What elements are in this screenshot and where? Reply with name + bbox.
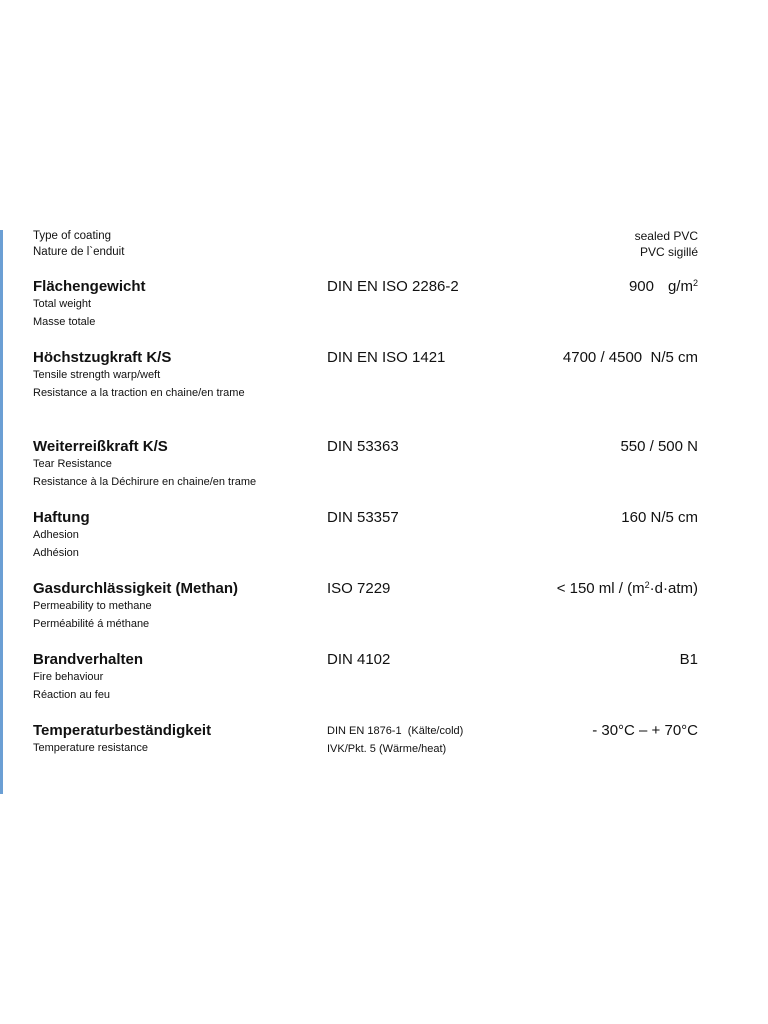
fire-value-col <box>458 650 698 669</box>
weight-title: Flächengewicht <box>33 278 146 295</box>
weight-unit: g/m <box>667 278 693 295</box>
adhesion-value-col <box>458 508 698 527</box>
temperature-sub-en: Temperature resistance <box>33 742 148 754</box>
coating-value-fr: PVC sigillé <box>639 245 698 259</box>
adhesion-sub-fr: Adhésion <box>33 546 79 559</box>
tear-title: Weiterreißkraft K/S <box>33 438 168 455</box>
tear-sub-fr: Resistance à la Déchirure en chaine/en trame <box>33 475 257 488</box>
adhesion-labels <box>33 508 323 562</box>
temperature-labels <box>33 721 323 758</box>
coating-value-en: sealed PVC <box>634 229 698 243</box>
tear-value-col <box>458 437 698 456</box>
permeability-value-post: ·d·atm) <box>649 580 698 597</box>
tensile-norm: DIN EN ISO 1421 <box>327 349 446 366</box>
tear-sub-en: Tear Resistance <box>33 458 112 470</box>
permeability-norm: ISO 7229 <box>327 580 391 597</box>
permeability-value-line <box>458 579 698 598</box>
weight-unit-sup: 2 <box>692 278 698 288</box>
weight-norm: DIN EN ISO 2286-2 <box>327 278 459 295</box>
fire-title: Brandverhalten <box>33 651 144 668</box>
fire-sub-fr: Réaction au feu <box>33 688 111 701</box>
fire-value: B1 <box>679 651 698 668</box>
permeability-sub-en: Permeability to methane <box>33 600 152 612</box>
coating-labels <box>33 228 323 260</box>
tensile-title: Höchstzugkraft K/S <box>33 349 172 366</box>
adhesion-title: Haftung <box>33 509 90 526</box>
coating-values <box>458 228 698 260</box>
temperature-title: Temperaturbeständigkeit <box>33 722 212 739</box>
adhesion-norm: DIN 53357 <box>327 509 399 526</box>
tear-norm: DIN 53363 <box>327 438 399 455</box>
adhesion-sub-en: Adhesion <box>33 529 79 541</box>
coating-label-fr: Nature de l`enduit <box>33 246 125 258</box>
permeability-labels <box>33 579 323 633</box>
fire-sub-en: Fire behaviour <box>33 671 104 683</box>
tear-labels <box>33 437 323 491</box>
temperature-norm-heat: IVK/Pkt. 5 (Wärme/heat) <box>327 742 447 755</box>
tensile-sub-fr: Resistance a la traction en chaine/en trame <box>33 386 245 399</box>
tensile-value: 4700 / 4500 N/5 cm <box>562 349 698 366</box>
temperature-value: - 30°C – + 70°C <box>592 722 698 739</box>
adhesion-value: 160 N/5 cm <box>621 509 698 526</box>
temperature-norm-cold: DIN EN 1876-1 (Kälte/cold) <box>327 725 464 737</box>
weight-value: 900 <box>628 278 654 295</box>
tear-value: 550 / 500 N <box>620 438 698 455</box>
left-accent-line <box>0 230 3 794</box>
weight-sub-fr: Masse totale <box>33 315 96 328</box>
permeability-value-col <box>458 579 698 598</box>
tensile-sub-en: Tensile strength warp/weft <box>33 369 161 381</box>
tensile-value-col <box>458 348 698 367</box>
permeability-value-sup: 2 <box>644 580 650 590</box>
temperature-value-col <box>458 721 698 740</box>
weight-value-col <box>458 277 698 296</box>
permeability-title: Gasdurchlässigkeit (Methan) <box>33 580 239 597</box>
weight-labels <box>33 277 323 331</box>
permeability-value-pre: < 150 ml / (m <box>556 580 645 597</box>
coating-label-en: Type of coating <box>33 230 111 242</box>
tensile-labels <box>33 348 323 402</box>
permeability-sub-fr: Perméabilité á méthane <box>33 617 150 630</box>
fire-norm: DIN 4102 <box>327 651 391 668</box>
weight-sub-en: Total weight <box>33 298 92 310</box>
weight-value-line <box>458 277 698 296</box>
fire-labels <box>33 650 323 704</box>
